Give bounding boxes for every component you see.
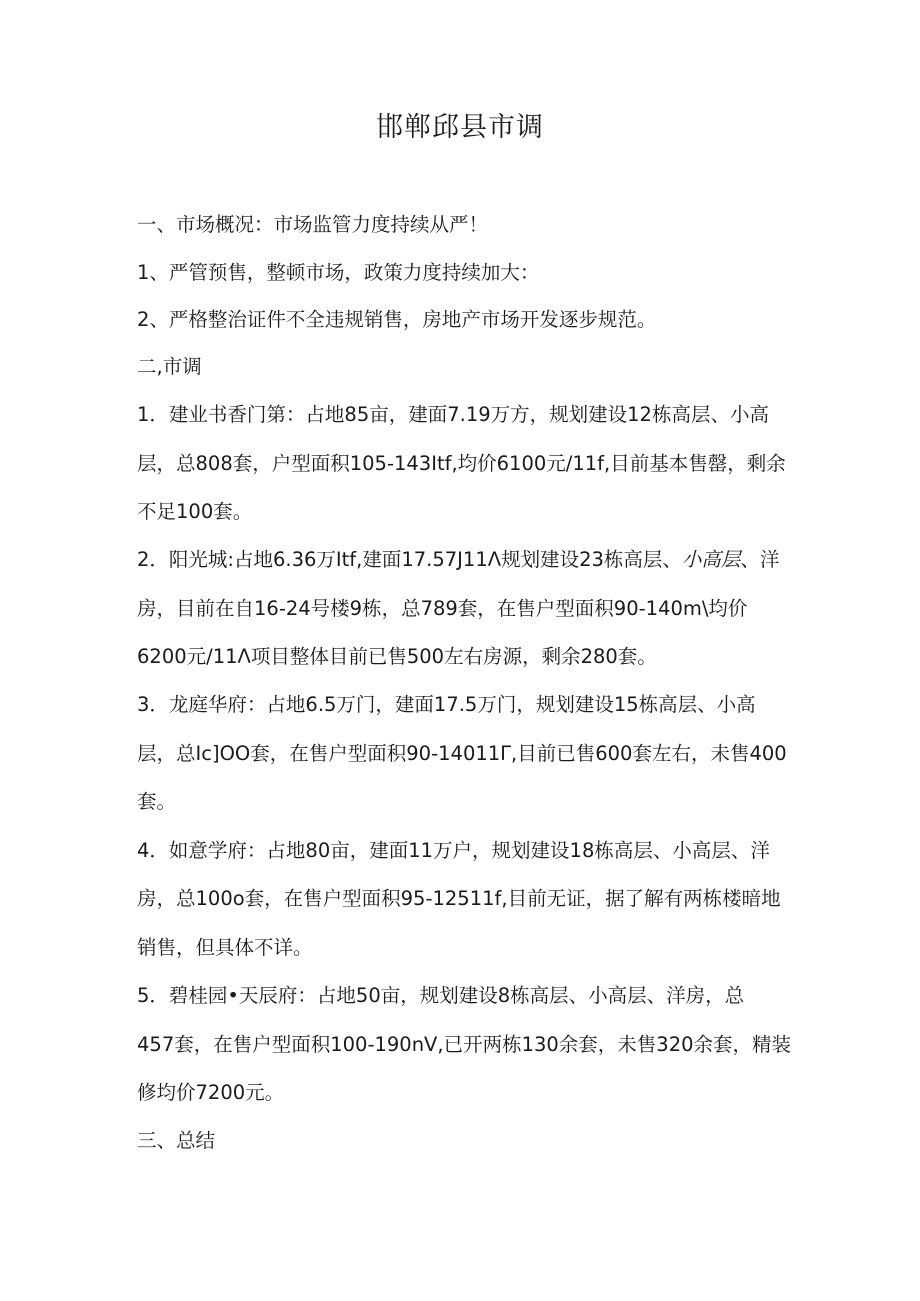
overview-item-1: 1、严管预售，整顿市场，政策力度持续加大： xyxy=(137,261,540,284)
project-3-line-3: 套。 xyxy=(137,790,177,813)
project-2-line-1-part-c: 、洋 xyxy=(740,548,780,571)
project-2-line-2: 房，目前在自16-24号楼9栋，总789套，在售户型面积90-140m\均价 xyxy=(137,597,748,620)
project-1-line-2: 层，总808套，户型面积105-143Itf,均价6100元/11f,目前基本售罄，剩余 xyxy=(137,452,786,475)
project-5-line-1: 5．碧桂园•天辰府：占地50亩，规划建设8栋高层、小高层、洋房，总 xyxy=(137,984,745,1007)
project-2-line-1 xyxy=(137,545,779,575)
project-2-line-1-italic: 小高层 xyxy=(681,548,741,571)
project-4-line-2: 房，总100o套，在售户型面积95-12511f,目前无证，据了解有两栋楼暗地 xyxy=(137,887,781,910)
section-heading-overview: 一、市场概况：市场监管力度持续从严！ xyxy=(137,213,489,236)
project-5-line-3: 修均价7200元。 xyxy=(137,1081,285,1104)
project-4-line-3: 销售，但具体不详。 xyxy=(137,936,313,959)
project-2-line-3: 6200元/11Λ项目整体目前已售500左右房源，剩余280套。 xyxy=(137,645,657,668)
project-4-line-1: 4．如意学府：占地80亩，建面11万户，规划建设18栋高层、小高层、洋 xyxy=(137,839,770,862)
project-3-line-2: 层，总Ic]OO套，在售户型面积90-14011Γ,目前已售600套左右，未售400 xyxy=(137,742,787,765)
overview-item-2: 2、严格整治证件不全违规销售，房地产市场开发逐步规范。 xyxy=(137,308,657,331)
project-5-line-2: 457套，在售户型面积100-190nV,已开两栋130余套，未售320余套，精装 xyxy=(137,1033,792,1056)
project-1-line-1: 1．建业书香门第：占地85亩，建面7.19万方，规划建设12栋高层、小高 xyxy=(137,403,769,426)
document-title: 邯郸邱县市调 xyxy=(376,112,544,143)
section-heading-survey: 二,市调 xyxy=(137,355,202,378)
section-heading-summary: 三、总结 xyxy=(137,1129,216,1152)
project-2-line-1-part-a: 2．阳光城:占地6.36万Itf,建面17.57J11Λ规划建设23栋高层、 xyxy=(137,548,682,571)
project-3-line-1: 3．龙庭华府：占地6.5万门，建面17.5万门，规划建设15栋高层、小高 xyxy=(137,693,756,716)
project-1-line-3: 不足100套。 xyxy=(137,500,253,523)
